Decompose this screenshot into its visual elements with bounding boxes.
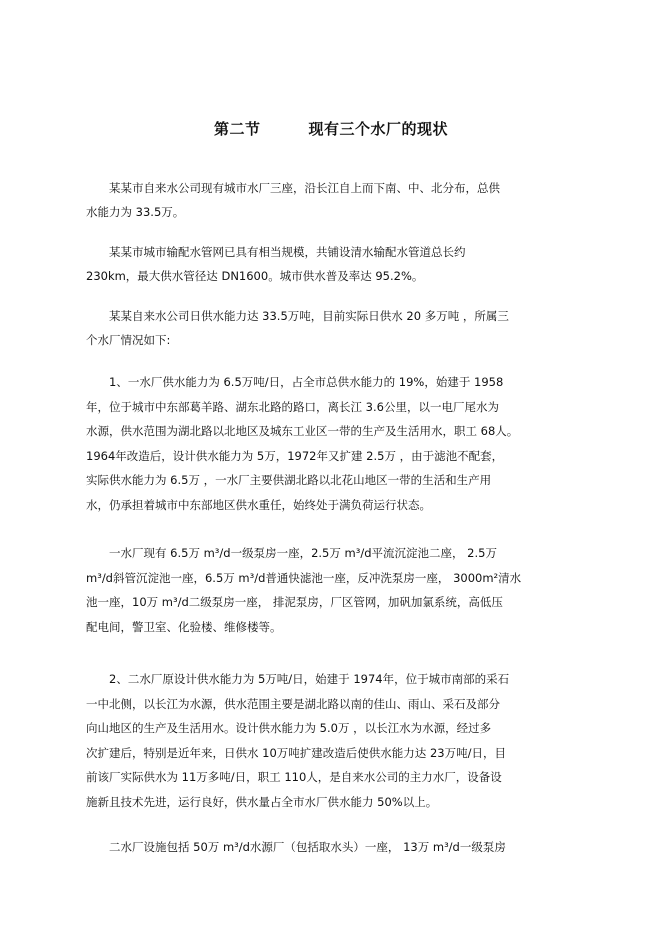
- text-line: 实际供水能力为 6.5万 ，一水厂主要供湖北路以北花山地区一带的生活和生产用: [86, 473, 492, 488]
- text-line: 向山地区的生产及生活用水。设计供水能力为 5.0万 ，以长江水为水源，经过多: [86, 721, 492, 736]
- text-line: 2、二水厂原设计供水能力为 5万吨/日，始建于 1974年，位于城市南部的采石: [86, 672, 510, 686]
- section-heading: 现有三个水厂的现状: [308, 120, 449, 138]
- paragraph-water-supply-overview: [86, 176, 586, 224]
- text-line: 一中北侧，以长江为水源，供水范围主要是湖北路以南的佳山、雨山、采石及部分: [86, 696, 500, 711]
- paragraph-plant-one-facilities: [86, 541, 586, 639]
- text-line: 配电间，警卫室、化验楼、维修楼等。: [86, 619, 282, 634]
- paragraph-plant-one: [86, 370, 586, 518]
- text-line: 水源，供水范围为湖北路以北地区及城东工业区一带的生产及生活用水，职工 68人。: [86, 424, 519, 439]
- text-line: m³/d斜管沉淀池一座，6.5万 m³/d普通快滤池一座，反冲洗泵房一座， 3000m²清水: [86, 570, 522, 585]
- text-line: 年，位于城市中东部葛羊路、湖东北路的路口，离长江 3.6公里，以一电厂尾水为: [86, 399, 499, 414]
- text-line: 1、一水厂供水能力为 6.5万吨/日，占全市总供水能力的 19%，始建于 1958: [86, 375, 504, 389]
- text-line: 某某市城市输配水管网已具有相当规模，共铺设清水输配水管道总长约: [86, 245, 466, 259]
- text-line: 前该厂实际供水为 11万多吨/日，职工 110人，是自来水公司的主力水厂，设备设: [86, 770, 502, 785]
- paragraph-plant-two-facilities: [86, 836, 586, 859]
- text-line: 施新且技术先进，运行良好，供水量占全市水厂供水能力 50%以上。: [86, 794, 438, 809]
- text-line: 某某自来水公司日供水能力达 33.5万吨，目前实际日供水 20 多万吨 ，所属三: [86, 309, 509, 323]
- section-number: 第二节: [213, 120, 261, 138]
- text-line: 二水厂设施包括 50万 m³/d水源厂（包括取水头）一座， 13万 m³/d一级泵房: [86, 840, 506, 854]
- text-line: 某某市自来水公司现有城市水厂三座，沿长江自上而下南、中、北分布，总供: [86, 181, 500, 195]
- paragraph-plant-two: [86, 667, 586, 815]
- text-line: 池一座，10万 m³/d二级泵房一座， 排泥泵房，厂区管网，加矾加氯系统，高低压: [86, 595, 503, 610]
- text-line: 一水厂现有 6.5万 m³/d一级泵房一座，2.5万 m³/d平流沉淀池二座， 2.5万: [86, 546, 497, 560]
- text-line: 次扩建后，特别是近年来，日供水 10万吨扩建改造后使供水能力达 23万吨/日，目: [86, 745, 506, 760]
- paragraph-daily-capacity: [86, 304, 586, 352]
- text-line: 个水厂情况如下:: [86, 333, 171, 347]
- paragraph-pipe-network: [86, 240, 586, 288]
- section-title: [0, 118, 662, 139]
- text-line: 1964年改造后，设计供水能力为 5万，1972年又扩建 2.5万 ，由于滤池不配套，: [86, 448, 504, 463]
- text-line: 水能力为 33.5万。: [86, 205, 185, 219]
- text-line: 230km，最大供水管径达 DN1600。城市供水普及率达 95.2%。: [86, 269, 424, 283]
- text-line: 水，仍承担着城市中东部地区供水重任，始终处于满负荷运行状态。: [86, 497, 431, 512]
